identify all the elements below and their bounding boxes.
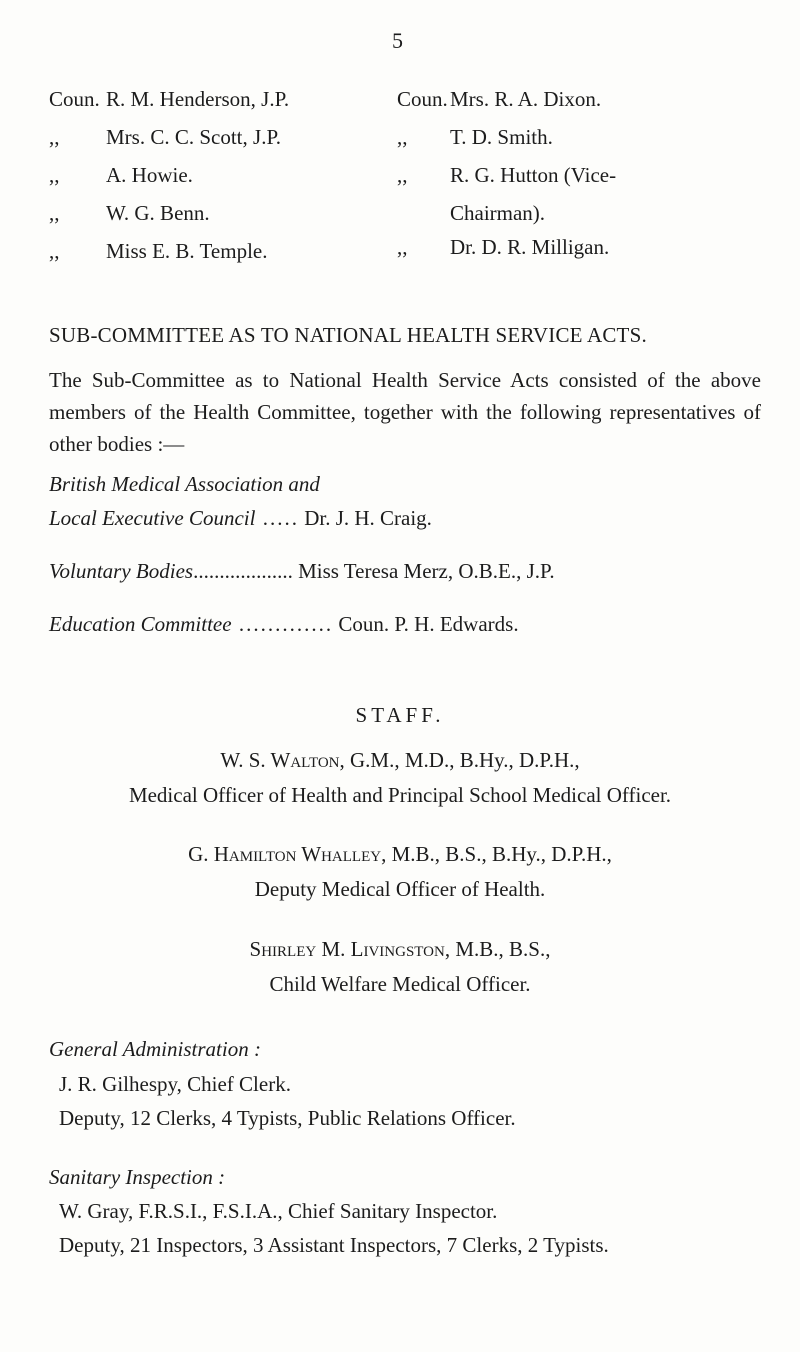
member-prefix: ,, — [397, 235, 408, 259]
member-prefix: ,, — [49, 125, 60, 149]
subcommittee-heading: SUB-COMMITTEE AS TO NATIONAL HEALTH SERVICE ACTS. — [49, 323, 647, 347]
representative-name: Miss Teresa Merz, O.B.E., J.P. — [298, 559, 555, 583]
dot-leader: ................... — [193, 559, 293, 583]
member-name: R. M. Henderson, J.P. — [106, 87, 290, 111]
member-row — [397, 156, 616, 194]
officer-title: Deputy Medical Officer of Health. — [254, 877, 546, 901]
section-line: J. R. Gilhespy, Chief Clerk. — [59, 1072, 291, 1096]
member-name: Chairman). — [450, 201, 546, 225]
member-row — [49, 80, 289, 118]
representative-name: Coun. P. H. Edwards. — [338, 612, 519, 636]
member-row — [49, 118, 289, 156]
member-name: T. D. Smith. — [450, 125, 553, 149]
member-prefix: ,, — [397, 125, 408, 149]
representative-body-line2: Voluntary Bodies — [49, 559, 194, 583]
representative-body-line1: British Medical Association and — [49, 472, 320, 496]
member-row — [397, 228, 616, 266]
representative-name: Dr. J. H. Craig. — [304, 506, 432, 530]
member-prefix: ,, — [397, 163, 408, 187]
members-right-column — [397, 80, 616, 266]
member-name: Mrs. R. A. Dixon. — [450, 87, 602, 111]
dot-leader: ............. — [231, 612, 334, 636]
member-prefix: ,, — [49, 201, 60, 225]
member-prefix: Coun. — [397, 87, 448, 111]
officer-name-line — [0, 937, 800, 962]
subcommittee-paragraph: The Sub-Committee as to National Health Service Acts consisted of the above members of the Health Committee, together with the following representatives of other bodies :— — [49, 368, 761, 456]
officer-title: Child Welfare Medical Officer. — [269, 972, 531, 996]
representative-body — [49, 472, 320, 497]
representative-body-line2: Local Executive Council — [49, 506, 256, 530]
member-prefix: Coun. — [49, 87, 100, 111]
member-name: Dr. D. R. Milligan. — [450, 235, 610, 259]
officer-name: W. S. Walton, — [220, 748, 345, 772]
dot-leader: ..... — [255, 506, 299, 530]
page-number: 5 — [392, 28, 403, 53]
member-name: W. G. Benn. — [106, 201, 210, 225]
officer-qualifications: M.B., B.S., B.Hy., D.P.H., — [391, 842, 612, 866]
officer-name: G. Hamilton Whalley, — [188, 842, 387, 866]
section-heading: General Administration : — [49, 1037, 261, 1061]
member-name: R. G. Hutton (Vice- — [450, 163, 617, 187]
representative-body-line2: Education Committee — [49, 612, 232, 636]
officer-name: Shirley M. Livingston, — [249, 937, 451, 961]
member-row — [49, 194, 289, 232]
member-row — [397, 80, 616, 118]
member-prefix — [397, 194, 450, 228]
section-line: Deputy, 21 Inspectors, 3 Assistant Inspectors, 7 Clerks, 2 Typists. — [59, 1233, 609, 1257]
member-row — [49, 156, 289, 194]
section-line: Deputy, 12 Clerks, 4 Typists, Public Relations Officer. — [59, 1106, 516, 1130]
member-name: A. Howie. — [106, 163, 193, 187]
section-heading: Sanitary Inspection : — [49, 1165, 226, 1189]
staff-heading: STAFF. — [355, 703, 445, 727]
member-name: Mrs. C. C. Scott, J.P. — [106, 125, 282, 149]
officer-name-line — [0, 748, 800, 773]
member-row-continuation — [397, 194, 616, 228]
representative-row — [49, 506, 432, 531]
section-line: W. Gray, F.R.S.I., F.S.I.A., Chief Sanitary Inspector. — [59, 1199, 498, 1223]
members-left-column — [49, 80, 289, 270]
member-name: Miss E. B. Temple. — [106, 239, 268, 263]
member-row — [49, 232, 289, 270]
officer-qualifications: M.B., B.S., — [455, 937, 551, 961]
member-row — [397, 118, 616, 156]
officer-name-line — [0, 842, 800, 867]
representative-row — [49, 612, 519, 637]
officer-qualifications: G.M., M.D., B.Hy., D.P.H., — [350, 748, 580, 772]
representative-row — [49, 559, 555, 584]
officer-title: Medical Officer of Health and Principal School Medical Officer. — [128, 783, 672, 807]
member-prefix: ,, — [49, 239, 60, 263]
member-prefix: ,, — [49, 163, 60, 187]
